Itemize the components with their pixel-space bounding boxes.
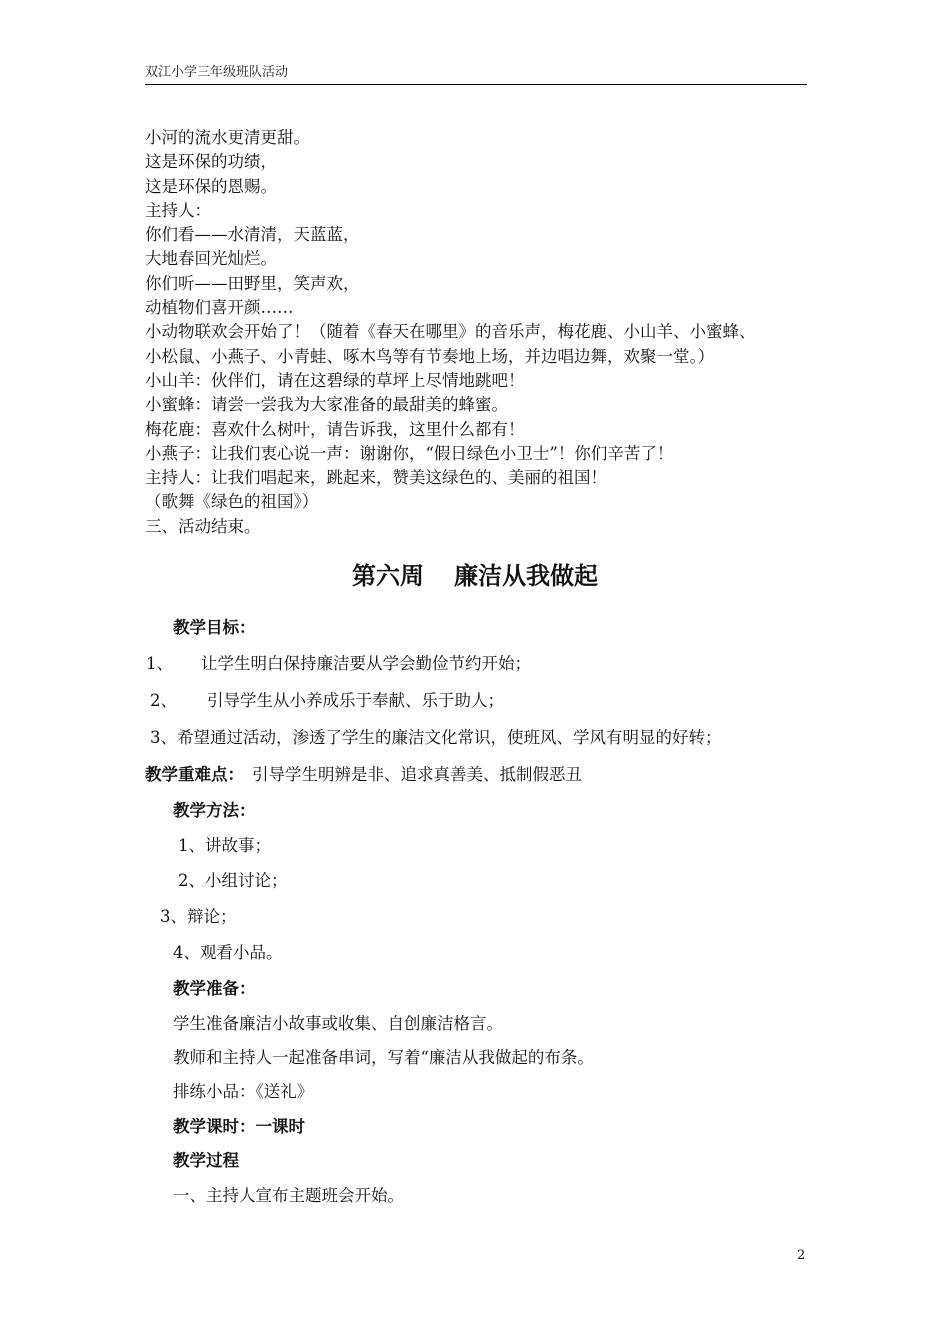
poem-line: 小蜜蜂：请尝一尝我为大家准备的最甜美的蜂蜜。 [145,395,508,415]
goals-label: 教学目标： [173,618,256,637]
poem-line: 三、活动结束。 [145,516,261,536]
method-label: 教学方法： [173,801,256,820]
poem-line: 小燕子：让我们衷心说一声：谢谢你，“假日绿色小卫士”！你们辛苦了！ [145,443,674,463]
key-text: 引导学生明辨是非、追求真善美、抵制假恶丑 [252,765,582,784]
poem-line: 这是环保的功绩， [145,152,277,172]
poem-line: 这是环保的恩赐。 [145,176,277,196]
method-item: 3、辩论； [160,907,237,926]
section-title [0,556,950,591]
method-item: 1、讲故事； [178,836,271,855]
goal-2-text: 引导学生从小养成乐于奉献、乐于助人； [207,691,504,710]
method-item: 2、小组讨论； [178,871,288,890]
poem-line: 你们看——水清清，天蓝蓝， [145,225,360,245]
poem-line: 小山羊：伙伴们，请在这碧绿的草坪上尽情地跳吧！ [145,370,525,390]
prep-item: 教师和主持人一起准备串词，写着“廉洁从我做起的布条。 [173,1048,594,1067]
goal-1-text: 让学生明白保持廉洁要从学会勤俭节约开始； [201,654,531,673]
header-text: 双江小学三年级班队活动 [145,65,289,80]
goal-item-3: 3、希望通过活动，渗透了学生的廉洁文化常识，使班风、学风有明显的好转； [150,728,722,747]
poem-line: 动植物们喜开颜…… [145,298,294,318]
prep-item: 排练小品：《送礼》 [173,1082,314,1101]
page-number: 2 [797,1248,806,1263]
title-week: 第六周 [352,562,424,590]
poem-line: 小河的流水更清更甜。 [145,128,310,147]
process-label: 教学过程 [173,1151,239,1170]
goal-1-number: 1、 [146,654,173,673]
poem-line: 梅花鹿：喜欢什么树叶，请告诉我，这里什么都有！ [145,419,525,439]
poem-line: 小松鼠、小燕子、小青蛙、啄木鸟等有节奏地上场，并边唱边舞，欢聚一堂。） [145,346,715,366]
poem-line: 主持人：让我们唱起来，跳起来，赞美这绿色的、美丽的祖国！ [145,468,607,488]
title-topic: 廉洁从我做起 [454,562,598,590]
goal-2-number: 2、 [150,691,177,710]
page-header [145,62,807,85]
poem-line: 你们听——田野里，笑声欢， [145,273,360,293]
prep-item: 学生准备廉洁小故事或收集、自创廉洁格言。 [173,1014,503,1033]
process-item: 一、主持人宣布主题班会开始。 [173,1186,404,1205]
goal-item-2 [150,687,504,711]
key-points [145,761,582,785]
poem-line: 主持人： [145,200,211,220]
prep-label: 教学准备： [173,979,256,998]
goal-item-1 [146,650,531,674]
key-label: 教学重难点： [145,765,244,784]
period-label: 教学课时：一课时 [173,1117,305,1136]
method-item: 4、观看小品。 [173,943,283,962]
poem-line: 小动物联欢会开始了！（随着《春天在哪里》的音乐声，梅花鹿、小山羊、小蜜蜂、 [145,322,756,342]
poem-block [145,126,815,539]
poem-line: 大地春回光灿烂。 [145,249,277,269]
poem-line: （歌舞《绿色的祖国》） [145,492,319,512]
